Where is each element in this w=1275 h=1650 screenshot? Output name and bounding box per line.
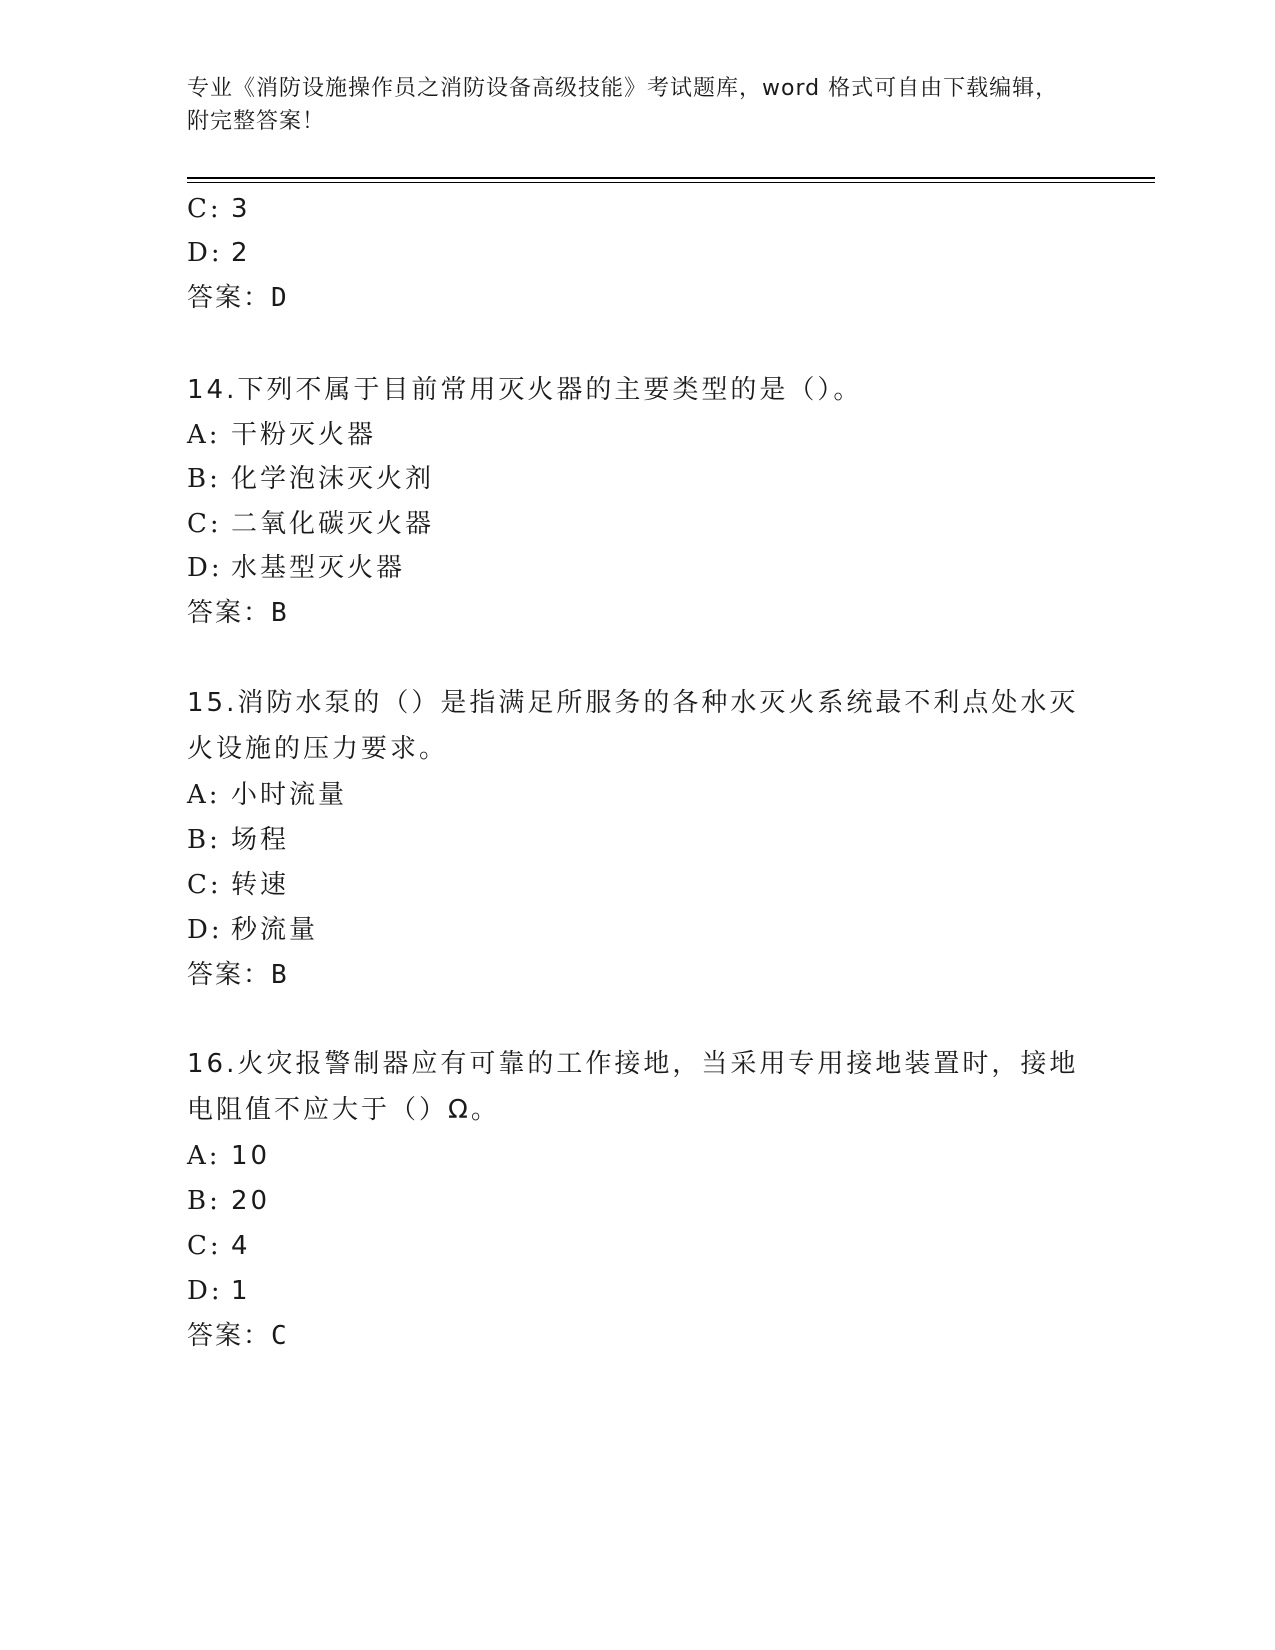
option-text: 化学泡沫灭火剂 [231, 464, 435, 494]
option-letter: C: [187, 194, 222, 224]
option-text: 1 [231, 1276, 251, 1306]
q13-option-d [187, 236, 251, 270]
answer-label: 答案： [187, 960, 272, 990]
answer-value: B [271, 598, 287, 628]
q15-answer [187, 958, 287, 992]
option-letter: B: [187, 1186, 221, 1216]
option-text: 2 [231, 238, 251, 268]
q16-option-d [187, 1274, 251, 1308]
option-text: 小时流量 [231, 780, 348, 810]
q14-answer [187, 596, 287, 630]
document-header: 专业《消防设施操作员之消防设备高级技能》考试题库，word 格式可自由下载编辑，附完整答案！ [187, 76, 1059, 134]
answer-label: 答案： [187, 598, 272, 628]
option-text: 二氧化碳灭火器 [231, 509, 435, 539]
header-divider [187, 177, 1155, 179]
option-letter: C: [187, 870, 222, 900]
q16-option-b [187, 1184, 270, 1218]
option-text: 秒流量 [231, 915, 319, 945]
answer-value: B [271, 960, 287, 990]
option-text: 20 [231, 1186, 271, 1216]
q16-stem: 16.火灾报警制器应有可靠的工作接地，当采用专用接地装置时，接地电阻值不应大于（）Ω。 [187, 1049, 1079, 1125]
q16-answer [187, 1319, 287, 1353]
option-text: 4 [231, 1231, 251, 1261]
q14-option-b [187, 462, 434, 496]
option-text: 干粉灭火器 [231, 420, 377, 450]
option-letter: B: [187, 464, 221, 494]
option-text: 3 [231, 194, 251, 224]
option-letter: D: [187, 915, 223, 945]
q14-option-c [187, 507, 434, 541]
answer-value: C [271, 1321, 287, 1351]
option-letter: D: [187, 553, 223, 583]
option-text: 水基型灭火器 [231, 553, 406, 583]
option-text: 场程 [231, 825, 290, 855]
q15-option-d [187, 913, 318, 947]
q15-option-a [187, 778, 347, 812]
option-letter: A: [187, 1141, 221, 1171]
q14-option-d [187, 551, 405, 585]
option-letter: D: [187, 238, 223, 268]
q16-option-a [187, 1139, 270, 1173]
option-letter: C: [187, 509, 222, 539]
header-divider-thin [187, 182, 1155, 183]
answer-label: 答案： [187, 283, 272, 313]
option-text: 10 [231, 1141, 271, 1171]
option-letter: B: [187, 825, 221, 855]
answer-value: D [271, 283, 287, 313]
q15-option-c [187, 868, 289, 902]
option-letter: A: [187, 780, 221, 810]
option-letter: A: [187, 420, 221, 450]
answer-label: 答案： [187, 1321, 272, 1351]
option-text: 转速 [231, 870, 290, 900]
q14-stem: 14.下列不属于目前常用灭火器的主要类型的是（）。 [187, 375, 863, 405]
q15-option-b [187, 823, 289, 857]
option-letter: D: [187, 1276, 223, 1306]
q13-answer [187, 281, 287, 315]
q14-option-a [187, 418, 376, 452]
q15-stem: 15.消防水泵的（）是指满足所服务的各种水灭火系统最不利点处水灭火设施的压力要求。 [187, 688, 1079, 764]
option-letter: C: [187, 1231, 222, 1261]
q16-option-c [187, 1229, 251, 1263]
q13-option-c [187, 192, 251, 226]
